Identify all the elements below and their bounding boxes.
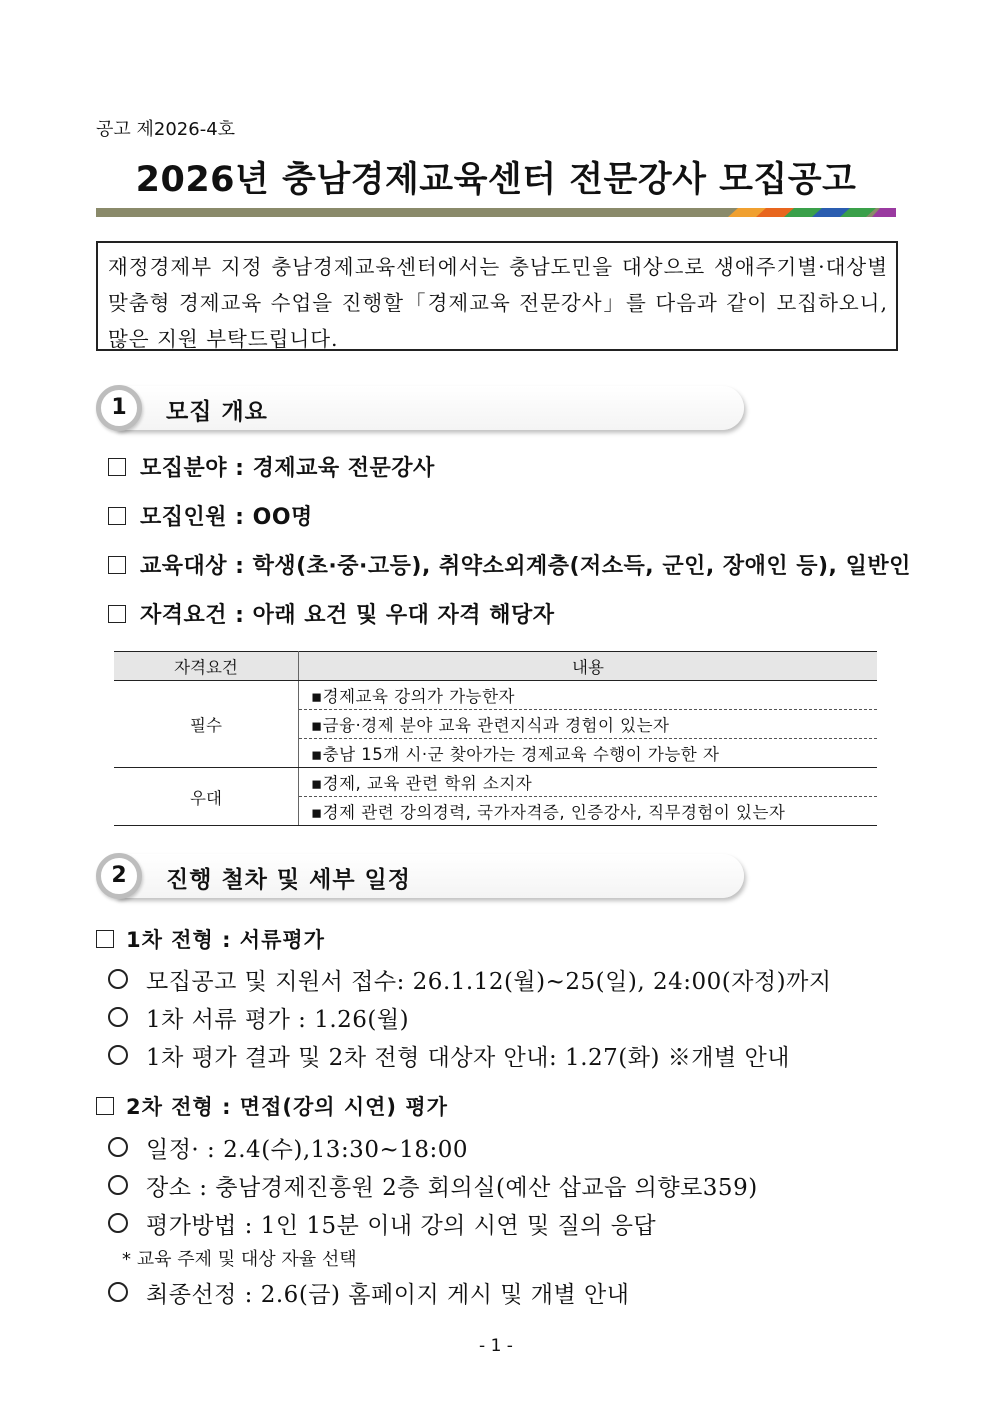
table-header-cell: 내용 (299, 652, 878, 681)
qualification-table (114, 651, 877, 826)
checkbox-icon (108, 458, 126, 476)
intro-box: 재정경제부 지정 충남경제교육센터에서는 충남도민을 대상으로 생애주기별·대상별 맞춤형 경제교육 수업을 진행할「경제교육 전문강사」를 다음과 같이 모집하오니, 많은 지원 부탁드립니다. (96, 241, 898, 351)
stage2-item: 일정· : 2.4(수),13:30~18:00 (108, 1131, 468, 1164)
section-title: 진행 철차 및 세부 일정 (166, 867, 411, 893)
table-header-cell: 자격요건 (114, 652, 299, 681)
table-header-row (114, 652, 877, 681)
circle-bullet-icon (108, 1045, 128, 1065)
circle-bullet-icon (108, 1175, 128, 1195)
checkbox-icon (108, 556, 126, 574)
stage1-item: 1차 서류 평가 : 1.26(월) (108, 1001, 409, 1034)
table-cell: ▪경제 관련 강의경력, 국가자격증, 인증강사, 직무경험이 있는자 (299, 797, 878, 826)
table-cell: ▪경제교육 강의가 가능한자 (299, 681, 878, 710)
notice-number: 공고 제2026-4호 (96, 119, 236, 140)
stage2-note: * 교육 주제 및 대상 자율 선택 (122, 1249, 357, 1270)
table-cell: ▪경제, 교육 관련 학위 소지자 (299, 768, 878, 797)
table-category-cell: 우대 (114, 768, 299, 826)
section-header-overview (96, 386, 746, 432)
table-category-cell: 필수 (114, 681, 299, 768)
checkbox-icon (96, 1097, 114, 1115)
section-number-badge: 1 (96, 385, 142, 431)
stage2-heading: 2차 전형 : 면접(강의 시연) 평가 (96, 1091, 448, 1121)
stage1-item: 모집공고 및 지원서 접수: 26.1.12(월)~25(일), 24:00(자정)까지 (108, 963, 832, 996)
overview-item-target: 교육대상 : 학생(초·중·고등), 취약소외계층(저소득, 군인, 장애인 등), 일반인 (108, 549, 911, 580)
section-number-badge: 2 (96, 853, 142, 899)
checkbox-icon (108, 605, 126, 623)
stage2-final-item: 최종선정 : 2.6(금) 홈페이지 게시 및 개별 안내 (108, 1276, 629, 1309)
page-number: - 1 - (479, 1336, 513, 1356)
checkbox-icon (108, 507, 126, 525)
stage2-item: 장소 : 충남경제진흥원 2층 회의실(예산 삽교읍 의향로359) (108, 1169, 758, 1202)
table-row (114, 768, 877, 797)
page-title: 2026년 충남경제교육센터 전문강사 모집공고 (135, 160, 857, 200)
overview-item-field: 모집분야 : 경제교육 전문강사 (108, 451, 435, 482)
circle-bullet-icon (108, 969, 128, 989)
overview-item-qualification: 자격요건 : 아래 요건 및 우대 자격 해당자 (108, 598, 554, 629)
circle-bullet-icon (108, 1213, 128, 1233)
circle-bullet-icon (108, 1137, 128, 1157)
table-cell: ▪충남 15개 시·군 찾아가는 경제교육 수행이 가능한 자 (299, 739, 878, 768)
table-row (114, 681, 877, 710)
title-underline-bar (96, 207, 896, 219)
checkbox-icon (96, 930, 114, 948)
section-title: 모집 개요 (166, 399, 268, 425)
section-header-schedule (96, 854, 746, 900)
overview-item-headcount: 모집인원 : OO명 (108, 500, 313, 531)
table-cell: ▪금융·경제 분야 교육 관련지식과 경험이 있는자 (299, 710, 878, 739)
stage1-heading: 1차 전형 : 서류평가 (96, 924, 325, 954)
circle-bullet-icon (108, 1282, 128, 1302)
circle-bullet-icon (108, 1007, 128, 1027)
stage1-item: 1차 평가 결과 및 2차 전형 대상자 안내: 1.27(화) ※개별 안내 (108, 1039, 790, 1072)
stage2-item: 평가방법 : 1인 15분 이내 강의 시연 및 질의 응답 (108, 1207, 656, 1240)
